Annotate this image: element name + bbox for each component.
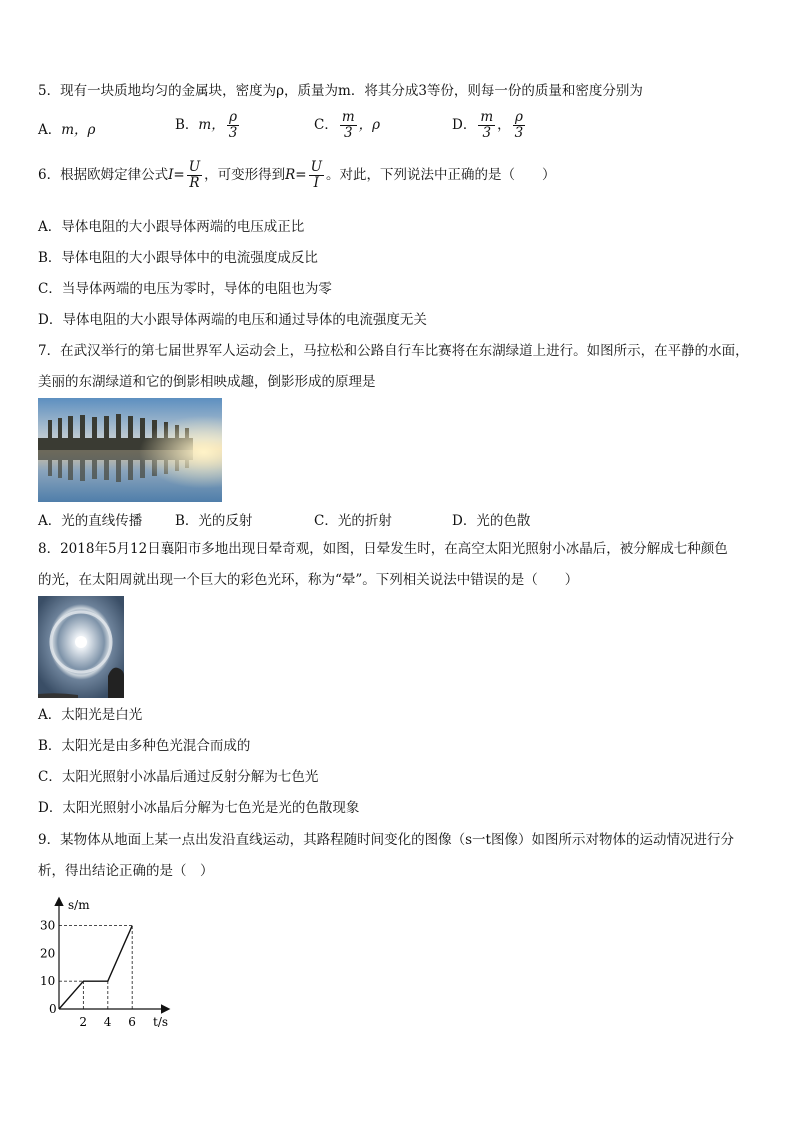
y-tick-label: 10 [40,974,56,989]
option-label: B． [175,117,199,133]
q7-stem-line2: 美丽的东湖绿道和它的倒影相映成趣，倒影形成的原理是 [38,374,376,390]
q8-option-b: B．太阳光是由多种色光混合而成的 [38,738,251,754]
y-axis-label: s/m [68,898,90,912]
series-line [59,926,132,1009]
q5-stem: 5．现有一块质地均匀的金属块，密度为ρ，质量为m．将其分成3等份，则每一份的质量和密度分别为 [38,83,643,99]
fraction [227,110,240,141]
formula-lhs: I= [168,167,185,183]
q7-option-a: A．光的直线传播 [38,513,143,529]
q6-option-d: D．导体电阻的大小跟导体两端的电压和通过导体的电流强度无关 [38,312,427,328]
s-t-graph [30,893,180,1033]
x-tick-label: 4 [103,1015,112,1029]
q8-option-d: D．太阳光照射小冰晶后分解为七色光是光的色散现象 [38,800,360,816]
denominator: 3 [514,125,524,141]
q5-option-c [314,110,380,141]
option-text: m， [198,117,225,133]
q6-option-c: C．当导体两端的电压为零时，导体的电阻也为零 [38,281,332,297]
q5-option-b [175,110,241,141]
stem-text: ，可变形得到 [204,167,286,183]
fraction [513,110,526,141]
q7-option-c: C．光的折射 [314,513,392,529]
q8-option-a: A．太阳光是白光 [38,707,143,723]
origin-label: 0 [49,1002,57,1016]
option-text: ，ρ [358,117,381,133]
stem-text: 。对此，下列说法中正确的是（ ） [326,167,556,183]
s-t-graph-svg [30,893,180,1033]
q7-option-d: D．光的色散 [452,513,531,529]
numerator: m [480,109,494,125]
denominator: I [313,175,319,191]
fraction [340,110,357,141]
denominator: 3 [343,125,353,141]
option-label: C． [314,117,338,133]
q7-option-b: B．光的反射 [175,513,253,529]
q5-option-a [38,118,96,138]
numerator: U [310,159,323,175]
option-label: A． [38,122,62,138]
separator: ， [497,117,511,133]
q6-stem [38,160,556,191]
option-label: D． [452,117,477,133]
numerator: m [341,109,355,125]
fraction [478,110,495,141]
fraction [187,160,202,191]
x-tick-label: 2 [79,1015,88,1029]
q8-stem-line2: 的光，在太阳周就出现一个巨大的彩色光环，称为“晕”。下列相关说法中错误的是（ ） [38,572,579,588]
x-axis-label: t/s [153,1015,169,1029]
formula-lhs: R= [285,167,307,183]
stem-text: 6．根据欧姆定律公式 [38,167,169,183]
q8-option-c: C．太阳光照射小冰晶后通过反射分解为七色光 [38,769,319,785]
y-tick-label: 30 [40,918,56,933]
q6-option-b: B．导体电阻的大小跟导体中的电流强度成反比 [38,250,318,266]
numerator: U [188,159,201,175]
q7-stem-line1: 7．在武汉举行的第七届世界军人运动会上，马拉松和公路自行车比赛将在东湖绿道上进行。如图所示，在平静的水面， [38,343,749,359]
q9-stem-line2: 析，得出结论正确的是（ ） [38,863,214,879]
denominator: 3 [482,125,492,141]
x-tick-label: 6 [128,1015,136,1029]
denominator: R [189,175,200,191]
denominator: 3 [228,125,238,141]
q5-option-d [452,110,527,141]
numerator: ρ [229,109,237,125]
q6-option-a: A．导体电阻的大小跟导体两端的电压成正比 [38,219,305,235]
lake-reflection-photo [38,398,222,502]
q9-stem-line1: 9．某物体从地面上某一点出发沿直线运动，其路程随时间变化的图像（s一t图像）如图所示对物体的运动情况进行分 [38,832,734,848]
fraction [309,160,324,191]
option-text: m，ρ [61,122,96,138]
numerator: ρ [514,109,523,125]
sun-halo-photo [38,596,124,698]
y-tick-label: 20 [40,946,56,961]
q8-stem-line1: 8．2018年5月12日襄阳市多地出现日晕奇观，如图，日晕发生时，在高空太阳光照射小冰晶后，被分解成七种颜色 [38,541,728,557]
